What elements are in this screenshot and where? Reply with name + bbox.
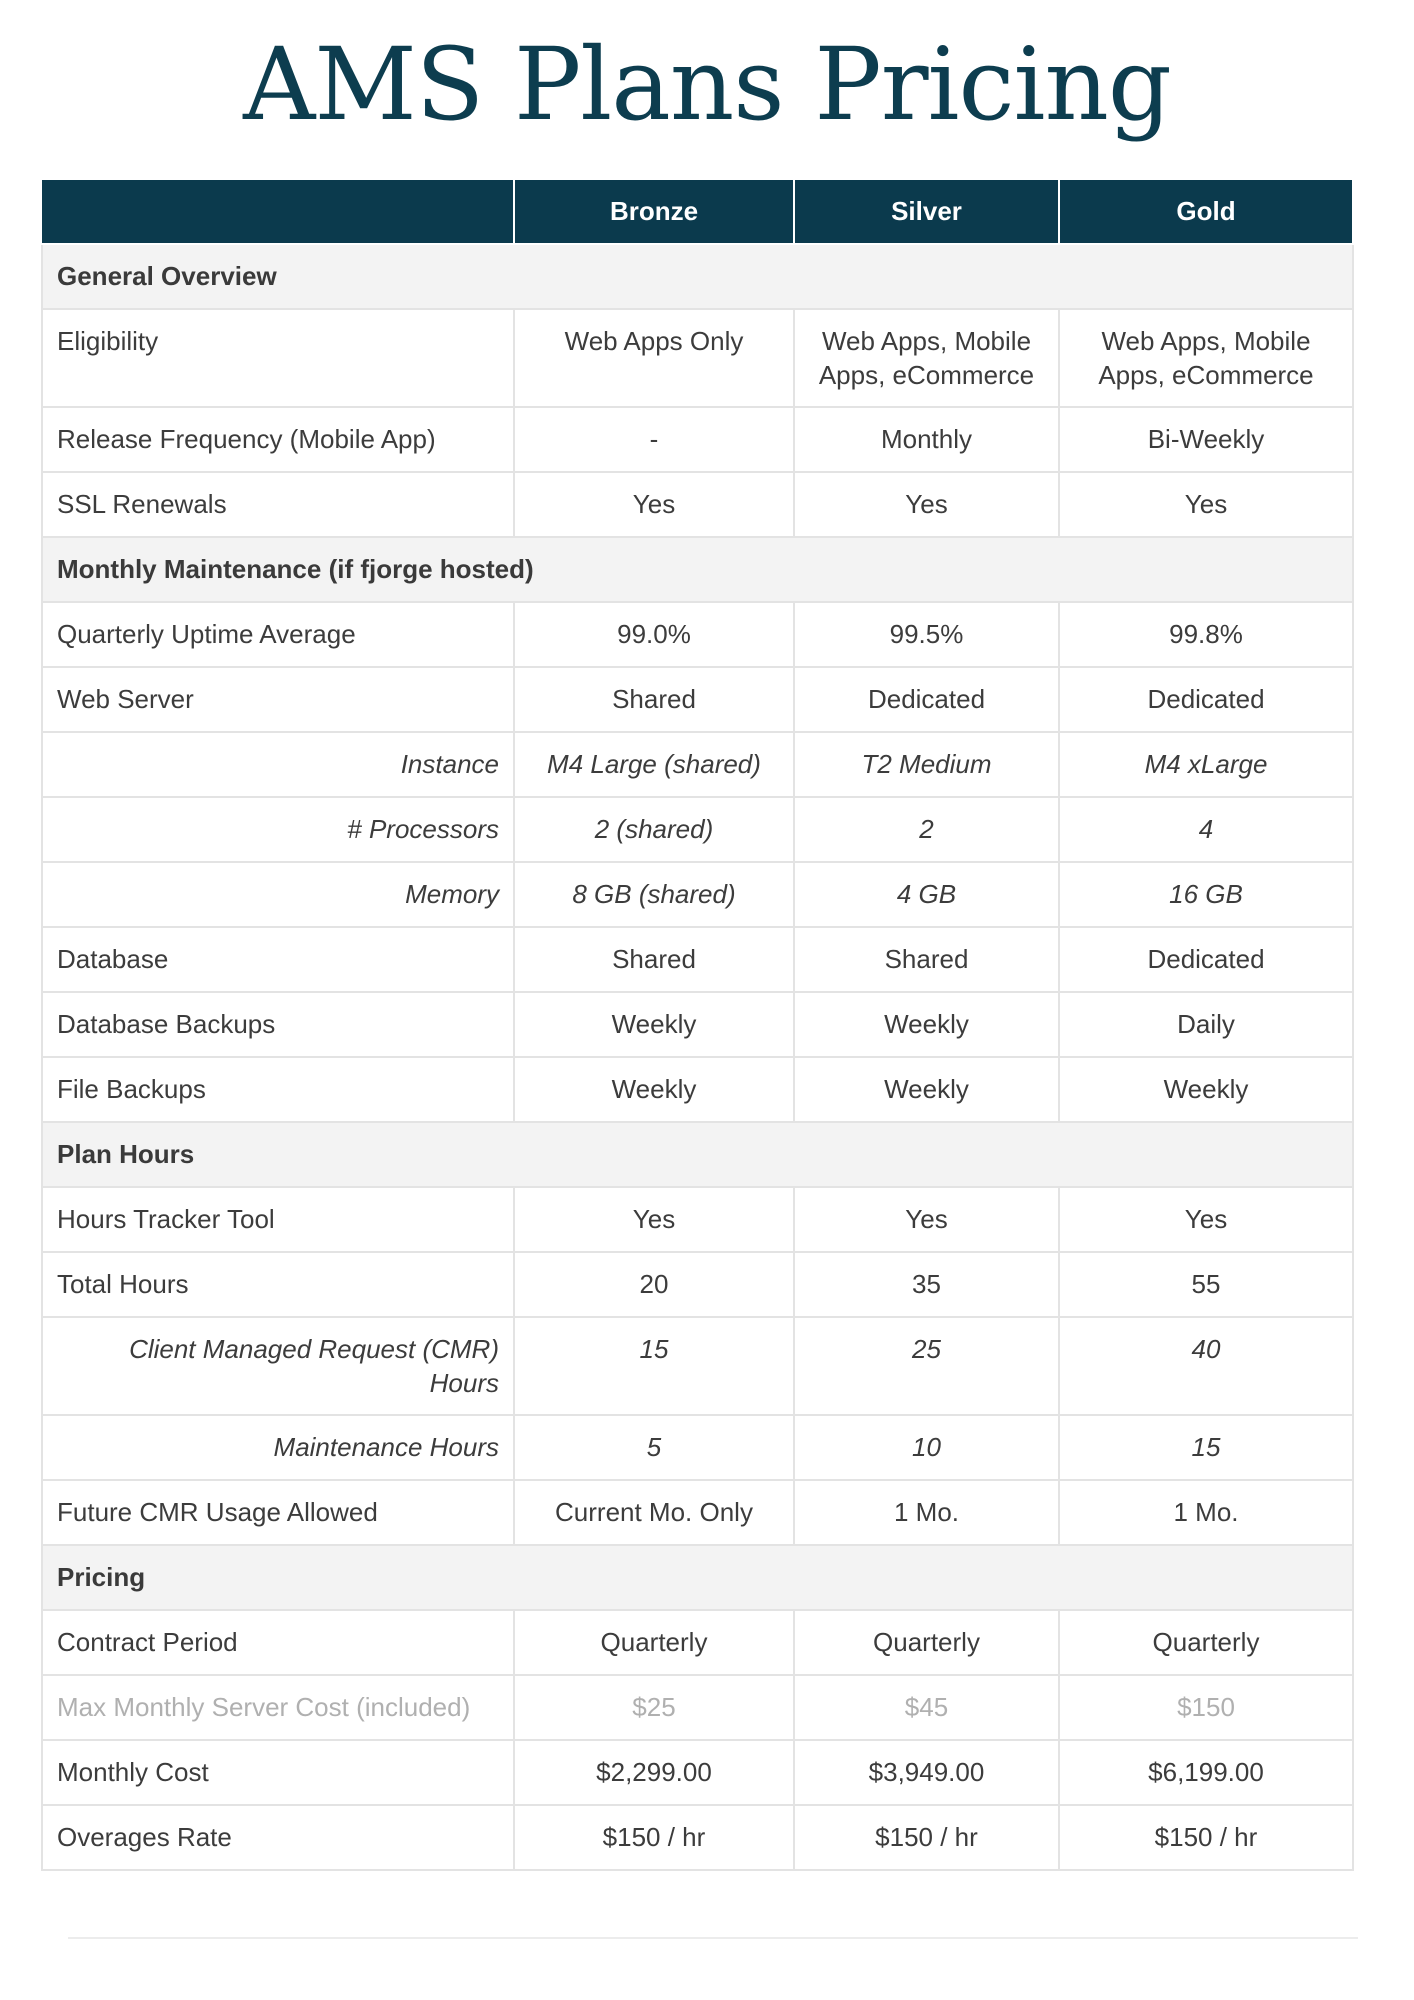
silver-value: 99.5% [794, 602, 1059, 667]
silver-value: $150 / hr [794, 1805, 1059, 1870]
gold-value: 4 [1059, 797, 1353, 862]
table-row [42, 472, 1353, 537]
row-label-eligibility: Eligibility [42, 309, 514, 407]
bronze-value: $25 [514, 1675, 794, 1740]
row-label-instance: Instance [42, 732, 514, 797]
section-monthly-maintenance-if-fjorge-hosted: Monthly Maintenance (if fjorge hosted) [42, 537, 1353, 602]
gold-value: Dedicated [1059, 667, 1353, 732]
gold-value: 40 [1059, 1317, 1353, 1415]
row-label-ssl-renewals: SSL Renewals [42, 472, 514, 537]
silver-value: 10 [794, 1415, 1059, 1480]
silver-value: 25 [794, 1317, 1059, 1415]
bronze-value: Weekly [514, 1057, 794, 1122]
table-row [42, 797, 1353, 862]
table-row [42, 1252, 1353, 1317]
bronze-value: 2 (shared) [514, 797, 794, 862]
row-label-monthly-cost: Monthly Cost [42, 1740, 514, 1805]
footer-divider [68, 1937, 1358, 1939]
bronze-value: $150 / hr [514, 1805, 794, 1870]
gold-value: Weekly [1059, 1057, 1353, 1122]
header-corner-cell [42, 180, 514, 244]
silver-value: Dedicated [794, 667, 1059, 732]
row-label-file-backups: File Backups [42, 1057, 514, 1122]
header-row [42, 180, 1353, 244]
table-row [42, 732, 1353, 797]
bronze-value: Current Mo. Only [514, 1480, 794, 1545]
silver-value: 1 Mo. [794, 1480, 1059, 1545]
row-label-overages-rate: Overages Rate [42, 1805, 514, 1870]
row-label-release-frequency-mobile-app: Release Frequency (Mobile App) [42, 407, 514, 472]
gold-value: Web Apps, Mobile Apps, eCommerce [1059, 309, 1353, 407]
table-row [42, 862, 1353, 927]
row-label-database: Database [42, 927, 514, 992]
gold-value: 1 Mo. [1059, 1480, 1353, 1545]
silver-value: Shared [794, 927, 1059, 992]
bronze-value: 20 [514, 1252, 794, 1317]
table-row [42, 1675, 1353, 1740]
gold-value: Yes [1059, 472, 1353, 537]
section-header-row [42, 1122, 1353, 1187]
page-title: AMS Plans Pricing [243, 26, 1171, 143]
silver-value: 35 [794, 1252, 1059, 1317]
row-label-max-monthly-server-cost-included: Max Monthly Server Cost (included) [42, 1675, 514, 1740]
section-header-row [42, 1545, 1353, 1610]
table-row [42, 1317, 1353, 1415]
bronze-value: Shared [514, 927, 794, 992]
section-general-overview: General Overview [42, 244, 1353, 309]
gold-value: $150 [1059, 1675, 1353, 1740]
table-row [42, 1740, 1353, 1805]
bronze-value: 99.0% [514, 602, 794, 667]
gold-value: Yes [1059, 1187, 1353, 1252]
row-label-web-server: Web Server [42, 667, 514, 732]
silver-value: Weekly [794, 1057, 1059, 1122]
gold-value: 16 GB [1059, 862, 1353, 927]
header-bronze: Bronze [514, 180, 794, 244]
section-pricing: Pricing [42, 1545, 1353, 1610]
bronze-value: Shared [514, 667, 794, 732]
row-label-future-cmr-usage-allowed: Future CMR Usage Allowed [42, 1480, 514, 1545]
table-row [42, 1415, 1353, 1480]
silver-value: Yes [794, 472, 1059, 537]
silver-value: $45 [794, 1675, 1059, 1740]
gold-value: Daily [1059, 992, 1353, 1057]
bronze-value: $2,299.00 [514, 1740, 794, 1805]
header-gold: Gold [1059, 180, 1353, 244]
table-row [42, 309, 1353, 407]
row-label-memory: Memory [42, 862, 514, 927]
table-row [42, 992, 1353, 1057]
silver-value: 4 GB [794, 862, 1059, 927]
gold-value: $150 / hr [1059, 1805, 1353, 1870]
gold-value: 15 [1059, 1415, 1353, 1480]
bronze-value: 5 [514, 1415, 794, 1480]
table-row [42, 1610, 1353, 1675]
silver-value: Weekly [794, 992, 1059, 1057]
gold-value: 99.8% [1059, 602, 1353, 667]
silver-value: Yes [794, 1187, 1059, 1252]
table-row [42, 602, 1353, 667]
section-plan-hours: Plan Hours [42, 1122, 1353, 1187]
table-row [42, 667, 1353, 732]
silver-value: $3,949.00 [794, 1740, 1059, 1805]
row-label-database-backups: Database Backups [42, 992, 514, 1057]
silver-value: Monthly [794, 407, 1059, 472]
gold-value: Quarterly [1059, 1610, 1353, 1675]
bronze-value: Quarterly [514, 1610, 794, 1675]
bronze-value: Yes [514, 1187, 794, 1252]
section-header-row [42, 537, 1353, 602]
silver-value: T2 Medium [794, 732, 1059, 797]
table-row [42, 1480, 1353, 1545]
gold-value: Dedicated [1059, 927, 1353, 992]
row-label-client-managed-request-cmr-hours: Client Managed Request (CMR) Hours [42, 1317, 514, 1415]
row-label-hours-tracker-tool: Hours Tracker Tool [42, 1187, 514, 1252]
bronze-value: M4 Large (shared) [514, 732, 794, 797]
header-silver: Silver [794, 180, 1059, 244]
section-header-row [42, 244, 1353, 309]
table-row [42, 1187, 1353, 1252]
bronze-value: - [514, 407, 794, 472]
table-body [42, 244, 1353, 1870]
table-row [42, 407, 1353, 472]
gold-value: 55 [1059, 1252, 1353, 1317]
gold-value: $6,199.00 [1059, 1740, 1353, 1805]
row-label-quarterly-uptime-average: Quarterly Uptime Average [42, 602, 514, 667]
gold-value: M4 xLarge [1059, 732, 1353, 797]
row-label-processors: # Processors [42, 797, 514, 862]
gold-value: Bi-Weekly [1059, 407, 1353, 472]
bronze-value: 8 GB (shared) [514, 862, 794, 927]
row-label-total-hours: Total Hours [42, 1252, 514, 1317]
bronze-value: Weekly [514, 992, 794, 1057]
silver-value: Quarterly [794, 1610, 1059, 1675]
row-label-contract-period: Contract Period [42, 1610, 514, 1675]
pricing-table [41, 180, 1354, 1871]
silver-value: 2 [794, 797, 1059, 862]
bronze-value: Web Apps Only [514, 309, 794, 407]
table-row [42, 1057, 1353, 1122]
table-row [42, 1805, 1353, 1870]
bronze-value: Yes [514, 472, 794, 537]
table-row [42, 927, 1353, 992]
bronze-value: 15 [514, 1317, 794, 1415]
silver-value: Web Apps, Mobile Apps, eCommerce [794, 309, 1059, 407]
row-label-maintenance-hours: Maintenance Hours [42, 1415, 514, 1480]
